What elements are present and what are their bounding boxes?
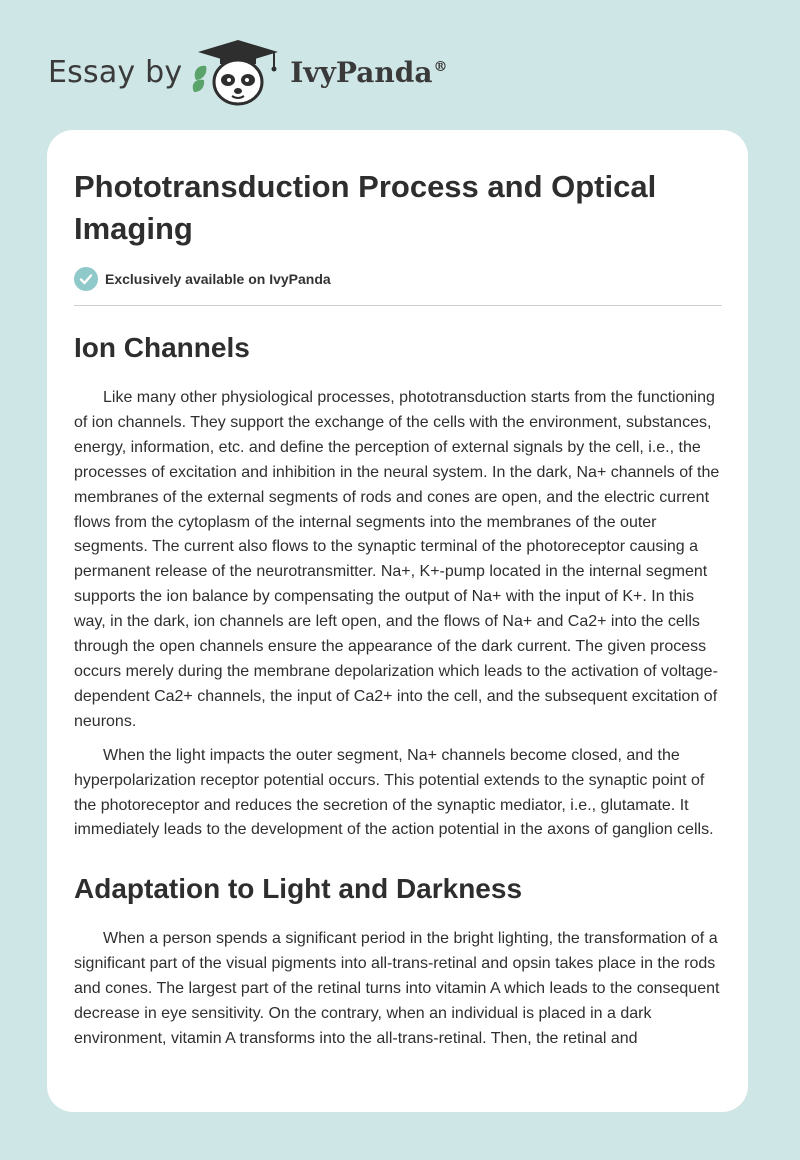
check-circle-icon [74,267,98,291]
panda-graduation-cap-icon [190,36,286,108]
essay-card [47,130,748,1112]
exclusive-badge-label: Exclusively available on IvyPanda [105,271,331,287]
brand-name: IvyPanda® [290,55,448,89]
exclusive-badge [74,267,722,291]
essay-title: Phototransduction Process and Optical Imaging [74,169,657,246]
paragraph: Like many other physiological processes, phototransduction starts from the functioning of ion channels. They support the exchange of the cells with the environment, substances, energy, information, etc. and define the perception of external signals by the cell, i.e., the processes of excitation and inhibition in the neural system. In the dark, Na+ channels of the membranes of the external segments of rods and cones are open, and the electric current flows from the cytoplasm of the internal segments into the membranes of the outer segments. The current also flows to the synaptic terminal of the photoreceptor causing a permanent release of the neurotransmitter. Na+, K+-pump located in the internal segment supports the ion balance by compensating the output of Na+ with the input of K+. In this way, in the dark, ion channels are left open, and the flows of Na+ and Ca2+ into the cells through the open channels ensure the appearance of the dark current. The given process occurs merely during the membrane depolarization which leads to the activation of voltage-dependent Ca2+ channels, the input of Ca2+ into the cell, and the subsequent excitation of neurons. [74,389,720,730]
section-heading-adaptation: Adaptation to Light and Darkness [74,873,523,905]
paragraph: When the light impacts the outer segment, Na+ channels become closed, and the hyperpolarization receptor potential occurs. This potential extends to the synaptic point of the photoreceptor and reduces the secretion of the synaptic mediator, i.e., glutamate. It immediately leads to the development of the action potential in the axons of ganglion cells. [74,746,714,839]
brand-logo[interactable] [48,36,447,108]
divider [74,305,722,306]
section-heading-ion-channels: Ion Channels [74,332,250,363]
registered-mark: ® [433,59,448,76]
paragraph: When a person spends a significant period in the bright lighting, the transformation of a significant part of the visual pigments into all-trans-retinal and opsin takes place in the rods and cones. The largest part of the retinal turns into vitamin A which leads to the consequent decrease in eye sensitivity. On the contrary, when an individual is placed in a dark environment, vitamin A transforms into the all-trans-retinal. Then, the retinal and [74,930,720,1047]
brand-prefix: Essay by [48,54,183,90]
